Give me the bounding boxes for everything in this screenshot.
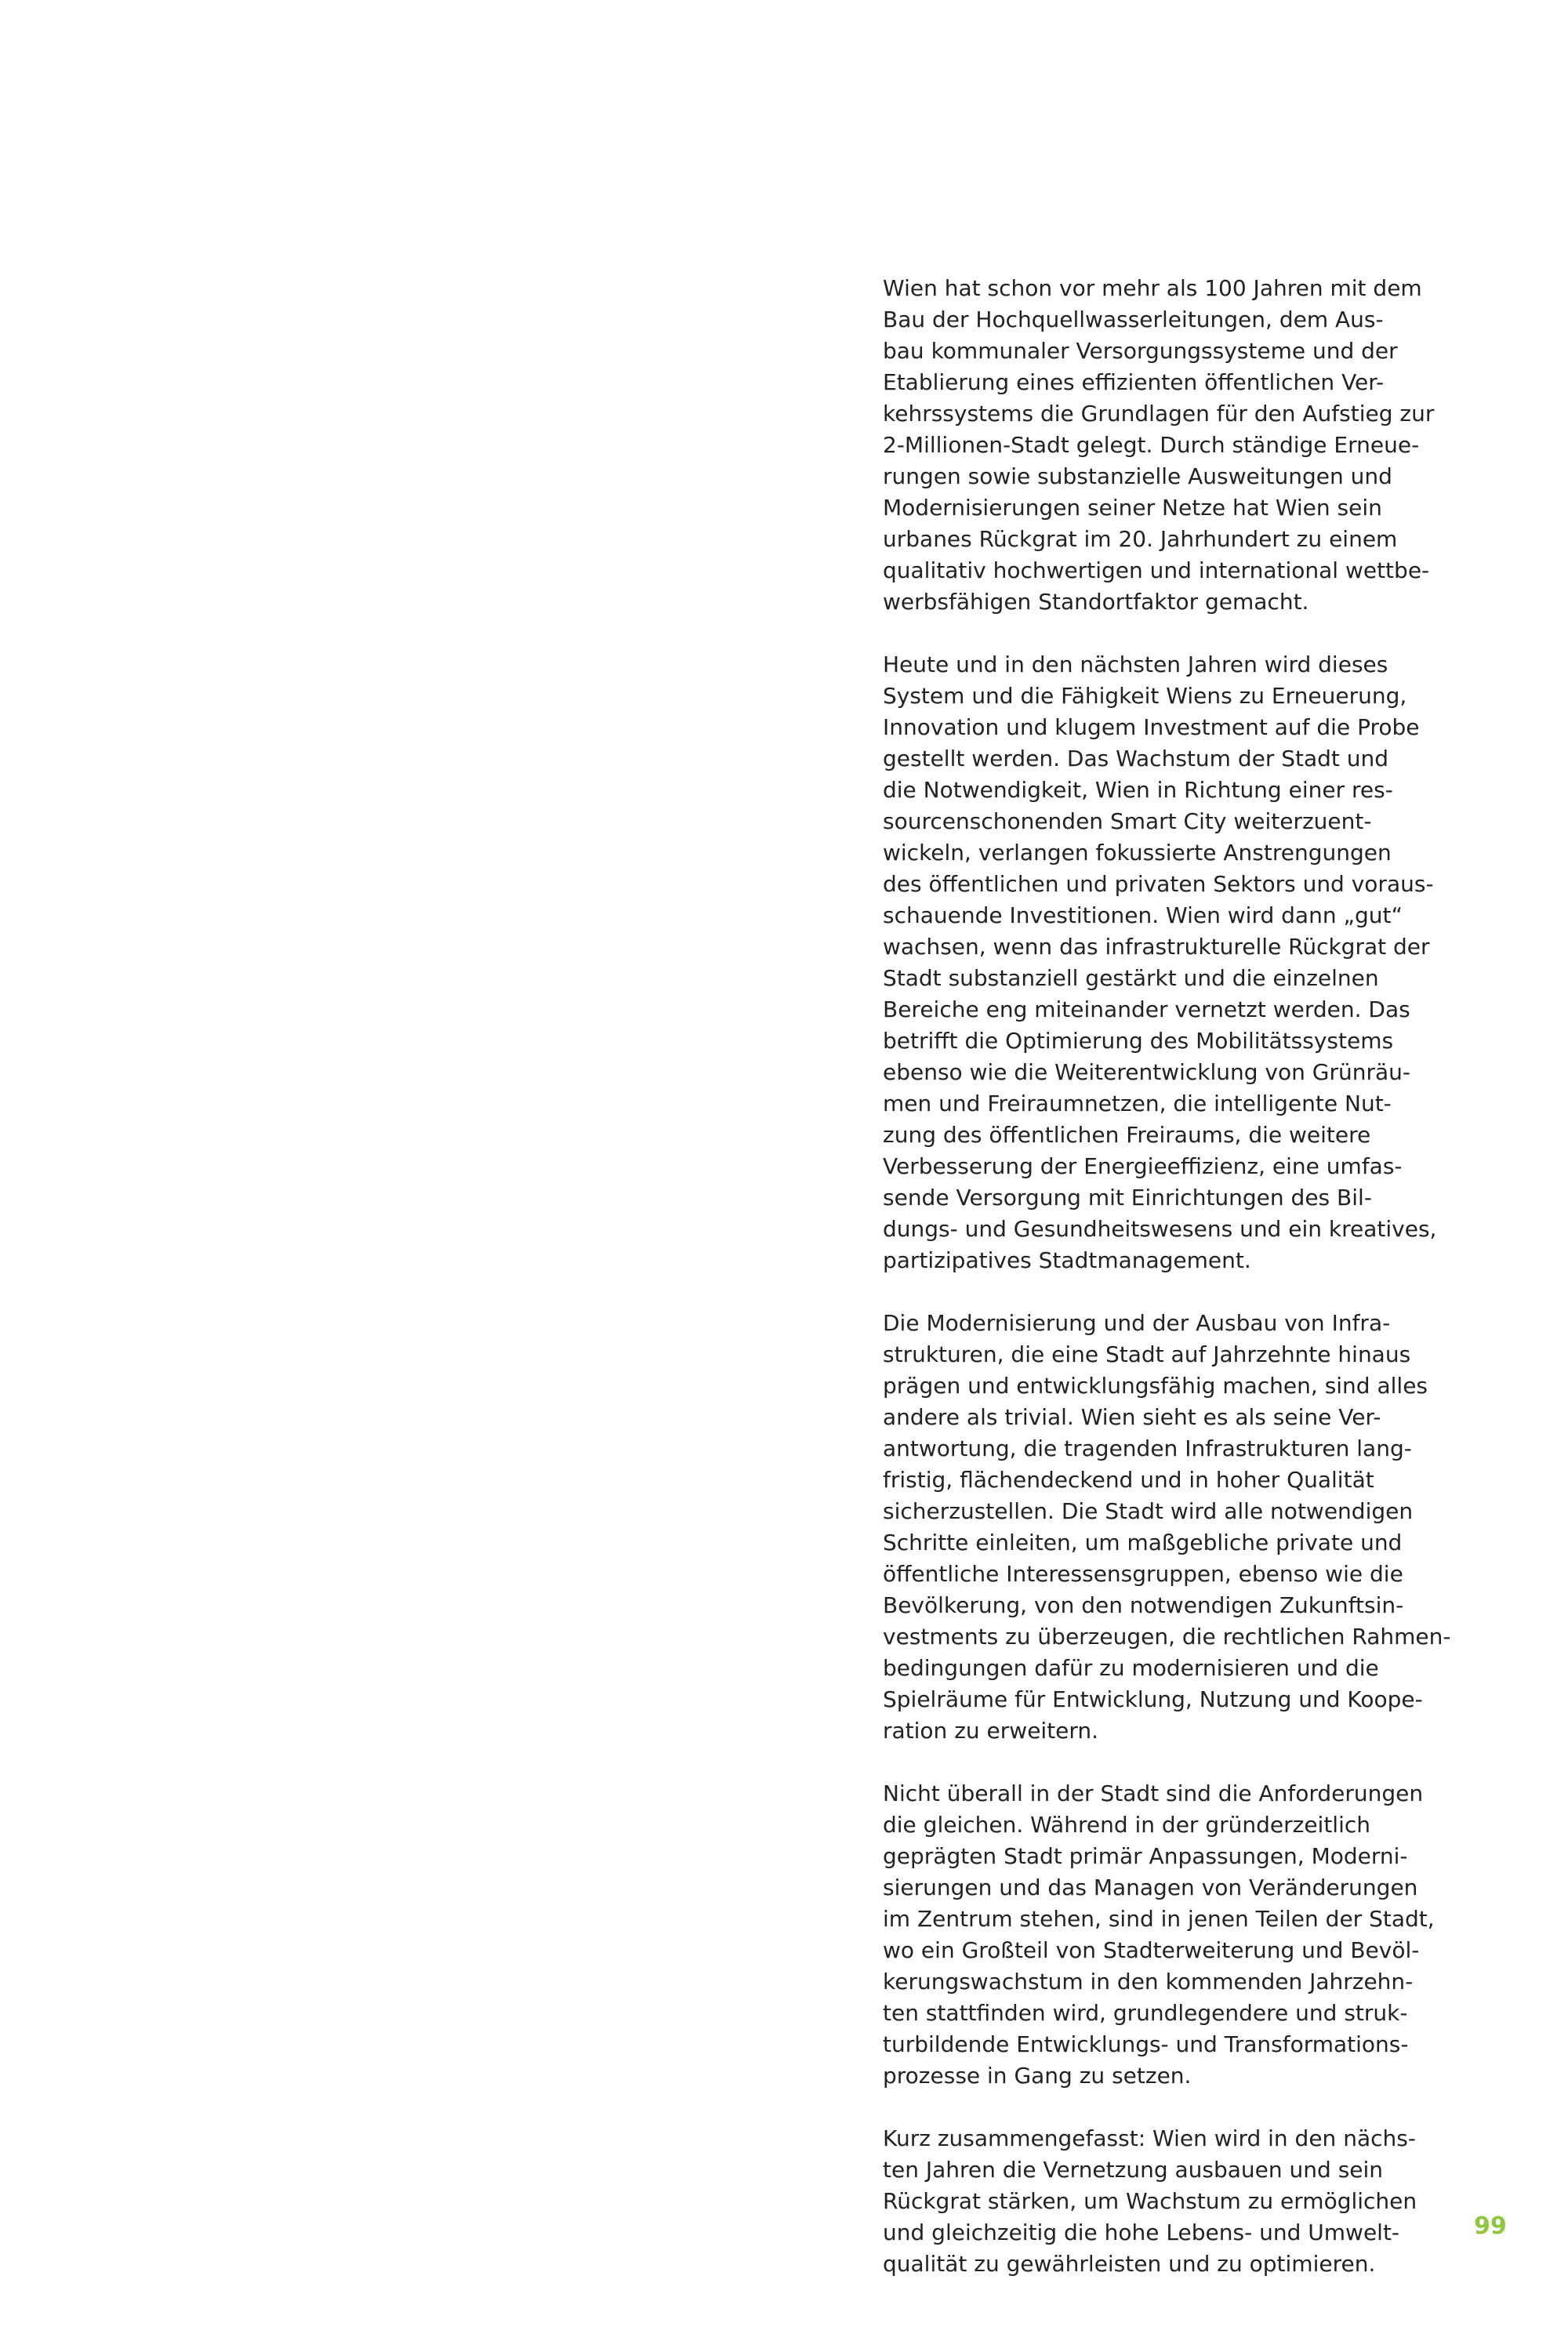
text-line: Wien hat schon vor mehr als 100 Jahren mit dem [883, 275, 1422, 301]
text-line: im Zentrum stehen, sind in jenen Teilen der Stadt, [883, 1906, 1435, 1932]
paragraph-2 [883, 649, 1437, 1276]
text-line: öffentliche Interessensgruppen, ebenso wie die [883, 1561, 1403, 1587]
text-line: Die Modernisierung und der Ausbau von Infra- [883, 1310, 1391, 1336]
text-line: qualität zu gewährleisten und zu optimieren. [883, 2251, 1376, 2277]
text-line: Rückgrat stärken, um Wachstum zu ermöglichen [883, 2188, 1417, 2214]
text-line: partizipatives Stadtmanagement. [883, 1247, 1251, 1273]
text-line: Verbesserung der Energieeffizienz, eine umfas- [883, 1153, 1403, 1179]
text-line: Bevölkerung, von den notwendigen Zukunftsin- [883, 1592, 1404, 1618]
text-line: schauende Investitionen. Wien wird dann „gut“ [883, 902, 1403, 928]
text-line: ten stattfinden wird, grundlegendere und struk- [883, 2000, 1408, 2026]
text-line: Etablierung eines effizienten öffentlichen Ver- [883, 369, 1385, 395]
paragraph-4 [883, 1778, 1435, 2092]
text-line: urbanes Rückgrat im 20. Jahrhundert zu einem [883, 526, 1398, 552]
text-line: Bereiche eng miteinander vernetzt werden. Das [883, 996, 1410, 1022]
text-line: Schritte einleiten, um maßgebliche private und [883, 1530, 1403, 1555]
text-line: fristig, flächendeckend und in hoher Qualität [883, 1467, 1374, 1493]
text-line: die Notwendigkeit, Wien in Richtung einer res- [883, 777, 1393, 803]
text-line: geprägten Stadt primär Anpassungen, Moderni- [883, 1843, 1408, 1869]
text-line: Stadt substanziell gestärkt und die einzelnen [883, 965, 1379, 991]
text-line: dungs- und Gesundheitswesens und ein kreatives, [883, 1216, 1437, 1242]
text-line: und gleichzeitig die hohe Lebens- und Umwelt- [883, 2220, 1400, 2245]
text-line: ten Jahren die Vernetzung ausbauen und sein [883, 2157, 1384, 2183]
paragraph-3 [883, 1308, 1451, 1747]
text-line: des öffentlichen und privaten Sektors und voraus- [883, 871, 1434, 897]
text-line: Nicht überall in der Stadt sind die Anforderungen [883, 1780, 1424, 1806]
text-line: prägen und entwicklungsfähig machen, sind alles [883, 1373, 1428, 1399]
text-line: andere als trivial. Wien sieht es als seine Ver- [883, 1404, 1381, 1430]
text-line: 2-Millionen-Stadt gelegt. Durch ständige Erneue- [883, 432, 1420, 458]
text-line: wickeln, verlangen fokussierte Anstrengungen [883, 840, 1392, 866]
text-line: wachsen, wenn das infrastrukturelle Rückgrat der [883, 934, 1430, 960]
page-number: 99 [1474, 2212, 1507, 2240]
text-line: turbildende Entwicklungs- und Transformations- [883, 2031, 1409, 2057]
text-line: sierungen und das Managen von Veränderungen [883, 1875, 1418, 1900]
text-line: men und Freiraumnetzen, die intelligente Nut- [883, 1091, 1392, 1116]
body-text-column [883, 273, 1451, 2311]
text-line: Innovation und klugem Investment auf die Probe [883, 714, 1420, 740]
paragraph-5 [883, 2123, 1432, 2280]
text-line: Kurz zusammengefasst: Wien wird in den nächs- [883, 2125, 1416, 2151]
text-line: vestments zu überzeugen, die rechtlichen Rahmen- [883, 1624, 1451, 1650]
text-line: rungen sowie substanzielle Ausweitungen und [883, 463, 1392, 489]
text-line: kerungswachstum in den kommenden Jahrzehn- [883, 1969, 1414, 1994]
text-line: bau kommunaler Versorgungssysteme und der [883, 338, 1398, 364]
text-line: System und die Fähigkeit Wiens zu Erneuerung, [883, 683, 1407, 709]
text-line: betrifft die Optimierung des Mobilitätssystems [883, 1028, 1394, 1054]
text-line: kehrssystems die Grundlagen für den Aufstieg zur [883, 401, 1435, 426]
text-line: wo ein Großteil von Stadterweiterung und Bevöl- [883, 1937, 1420, 1963]
text-line: bedingungen dafür zu modernisieren und die [883, 1655, 1379, 1681]
text-line: ebenso wie die Weiterentwicklung von Grünräu- [883, 1059, 1410, 1085]
text-line: Bau der Hochquellwasserleitungen, dem Aus- [883, 307, 1384, 332]
text-line: gestellt werden. Das Wachstum der Stadt und [883, 746, 1389, 771]
text-line: sourcenschonenden Smart City weiterzuent- [883, 808, 1372, 834]
text-line: die gleichen. Während in der gründerzeitlich [883, 1812, 1371, 1838]
text-line: qualitativ hochwertigen und international wettbe- [883, 557, 1430, 583]
text-line: Spielräume für Entwicklung, Nutzung und Koope- [883, 1686, 1423, 1712]
text-line: prozesse in Gang zu setzen. [883, 2063, 1192, 2089]
text-line: sicherzustellen. Die Stadt wird alle notwendigen [883, 1498, 1414, 1524]
text-line: antwortung, die tragenden Infrastrukturen lang- [883, 1436, 1412, 1461]
text-line: werbsfähigen Standortfaktor gemacht. [883, 589, 1309, 615]
text-line: zung des öffentlichen Freiraums, die weitere [883, 1122, 1371, 1148]
text-line: Heute und in den nächsten Jahren wird dieses [883, 652, 1388, 677]
text-line: strukturen, die eine Stadt auf Jahrzehnte hinaus [883, 1341, 1411, 1367]
paragraph-1 [883, 273, 1435, 618]
text-line: Modernisierungen seiner Netze hat Wien sein [883, 495, 1382, 521]
text-line: sende Versorgung mit Einrichtungen des Bil- [883, 1185, 1372, 1210]
text-line: ration zu erweitern. [883, 1718, 1099, 1744]
